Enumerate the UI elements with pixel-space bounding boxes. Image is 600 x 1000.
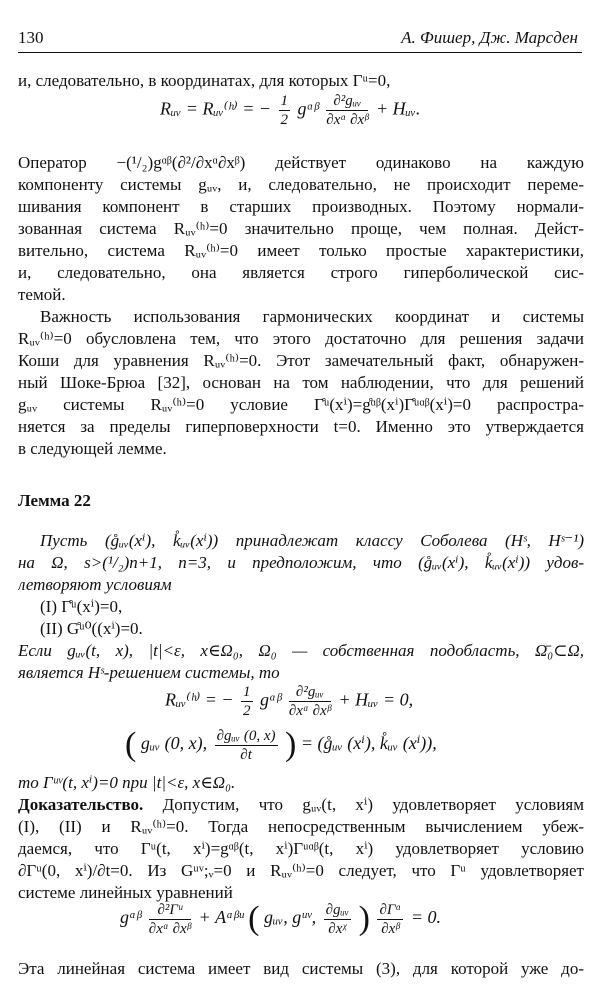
text-line: вительно, система Rᵤᵥ⁽ʰ⁾=0 имеет только простые характеристики, [18, 241, 584, 260]
page-number: 130 [18, 28, 44, 47]
text-line: является Hˢ-решением системы, то [18, 663, 280, 682]
condition-2: (II) G̊ᵘ⁰((xⁱ)=0. [40, 619, 143, 638]
equation-tail: + Hᵤᵥ = 0, [338, 689, 414, 710]
text-line: зованная система Rᵤᵥ⁽ʰ⁾=0 значительно проще, чем полная. Дейст- [18, 219, 584, 238]
proof-label: Доказательство. [18, 795, 144, 814]
metric-term: gᵅᵝ [260, 689, 282, 710]
text-line: gᵤᵥ системы Rᵤᵥ⁽ʰ⁾=0 условие Γ̊ᵘ(xⁱ)=g̊ᵅᵝ(xⁱ)Γ̊ᵘᵅᵝ(xⁱ)=0 распростра- [18, 395, 584, 414]
right-paren: ) [358, 900, 370, 937]
fraction-numerator: ∂²gᵤᵥ [289, 683, 331, 702]
text-line [18, 794, 584, 816]
paragraph-operator [18, 152, 584, 306]
fraction-numerator: ∂²Γᵘ [149, 901, 191, 920]
text-line: темой. [18, 285, 66, 304]
text-line: на Ω, s>(¹/₂)n+1, n=3, и предположим, что (g̊ᵤᵥ(xⁱ), k̊ᵤᵥ(xⁱ)) удов- [18, 553, 584, 572]
text-line: Оператор −(¹/₂)gᵅᵝ(∂²/∂xᵅ∂xᵝ) действует одинаково на каждую [18, 153, 584, 172]
fraction-numerator: ∂gᵤᵥ [325, 901, 350, 918]
text-line: ный Шоке-Брюа [32], основан на том наблюдении, что для решений [18, 373, 584, 392]
gamma-derivative-fraction [377, 901, 403, 938]
fraction-denominator: 2 [280, 112, 288, 128]
text-line: Если gᵤᵥ(t, x), |t|<ε, x∈Ω₀, Ω₀ — собственная подобласть, Ω̄₀⊂Ω, [18, 641, 584, 660]
fraction-denominator: 2 [243, 703, 251, 719]
left-paren: ( [125, 726, 137, 763]
metric-derivative-fraction [324, 901, 352, 938]
text-line: и, следовательно, в координатах, для которых Γᵘ=0, [18, 71, 391, 90]
proof-first-text: Допустим, что gᵤᵥ(t, xⁱ) удовлетворяет условиям [143, 795, 584, 814]
closing-text [18, 958, 584, 980]
text-line: Важность использования гармонических координат и системы [40, 307, 584, 326]
argument-list: gᵤᵥ, gᵘᵛ, [263, 907, 317, 928]
condition-1: (I) Γ̊ᵘ(xⁱ)=0, [40, 597, 123, 616]
fraction-denominator: ∂xᵅ ∂xᵝ [326, 112, 369, 128]
fraction-numerator: ∂Γᵅ [379, 901, 402, 918]
left-paren: ( [248, 900, 260, 937]
lemma-statement [18, 530, 584, 684]
proof-paragraph [18, 794, 584, 904]
text-line: няется за пределы гиперповерхности t=0. Именно это утверждается [18, 417, 584, 436]
lemma-conclusion [18, 772, 584, 794]
coefficient-a: + Aᵅᵝᵘ [198, 907, 244, 928]
fraction-numerator: ∂²gᵤᵥ [326, 92, 368, 111]
text-line: летворяют условиям [18, 575, 172, 594]
fraction-denominator: ∂xᵝ [381, 920, 400, 937]
page-header [18, 22, 582, 53]
right-paren: ) [285, 726, 297, 763]
paragraph-harmonic [18, 306, 584, 460]
text-line: компоненту системы gᵤᵥ, и, следовательно, не происходит переме- [18, 175, 584, 194]
equation-initial-data [125, 726, 437, 764]
text-line: и, следовательно, она является строго гиперболической сис- [18, 263, 584, 282]
section-heading: Лемма 22 [18, 491, 91, 510]
fraction-numerator: 1 [280, 93, 288, 109]
text-line: ∂Γᵘ(0, xⁱ)/∂t=0. Из Gᵘᵛ;ᵥ=0 и Rᵤᵥ⁽ʰ⁾=0 следует, что Γᵘ удовлетворяет [18, 861, 584, 880]
equation-lhs: Rᵤᵥ = Rᵤᵥ⁽ʰ⁾ = − [160, 98, 271, 119]
text-line: в следующей лемме. [18, 439, 167, 458]
fraction-denominator: ∂xᵅ ∂xᵝ [288, 703, 331, 719]
fraction-denominator: ∂t [240, 746, 252, 763]
derivative-fraction [326, 92, 368, 129]
second-derivative-fraction [149, 901, 191, 938]
lemma-title [18, 490, 584, 512]
fraction-numerator: 1 [243, 684, 251, 700]
text-line: Коши для уравнения Rᵤᵥ⁽ʰ⁾=0. Этот замечательный факт, обнаружен- [18, 351, 584, 370]
intro-text [18, 70, 584, 92]
equation-reduced-system [165, 683, 413, 720]
coef-fraction [241, 683, 253, 720]
equation-tail: + Hᵤᵥ. [375, 98, 421, 119]
fraction-numerator: ∂gᵤᵥ (0, x) [216, 727, 276, 744]
coef-fraction [279, 92, 291, 129]
fraction-denominator: ∂xᵡ [328, 920, 347, 937]
fraction-denominator: ∂xᵅ ∂xᵝ [148, 920, 191, 937]
running-title: А. Фишер, Дж. Марсден [401, 28, 578, 47]
equation-linear-system [120, 900, 441, 938]
equation-lhs: Rᵤᵥ⁽ʰ⁾ = − [165, 689, 234, 710]
initial-data-rhs: = (g̊ᵤᵥ (xⁱ), k̊ᵤᵥ (xⁱ)), [300, 733, 437, 754]
derivative-fraction [289, 683, 331, 720]
equation-tail: = 0. [410, 907, 442, 928]
text-line: Пусть (g̊ᵤᵥ(xⁱ), k̊ᵤᵥ(xⁱ)) принадлежат классу Соболева (Hˢ, Hˢ⁻¹) [40, 531, 584, 550]
text-line: (I), (II) и Rᵤᵥ⁽ʰ⁾=0. Тогда непосредственным вычислением убеж- [18, 817, 584, 836]
text-line: то Γᵘᵛ(t, xⁱ)=0 при |t|<ε, x∈Ω₀. [18, 773, 236, 792]
text-line: Rᵤᵥ⁽ʰ⁾=0 обусловлена тем, что этого достаточно для решения задачи [18, 329, 584, 348]
text-line: Эта линейная система имеет вид системы (3), для которой уже до- [18, 959, 584, 978]
text-line: даемся, что Γᵘ(t, xⁱ)=gᵅᵝ(t, xⁱ)Γᵘᵅᵝ(t, xⁱ) удовлетворяет условию [18, 839, 584, 858]
text-line: шивания компонент в старших производных. Поэтому нормали- [18, 197, 584, 216]
initial-metric: gᵤᵥ (0, x), [140, 733, 208, 754]
time-derivative-fraction [215, 727, 278, 764]
text-line: системе линейных уравнений [18, 883, 233, 902]
equation-ricci-harmonic [160, 92, 420, 129]
metric-term: gᵅᵝ [297, 98, 319, 119]
metric-term: gᵅᵝ [120, 907, 142, 928]
